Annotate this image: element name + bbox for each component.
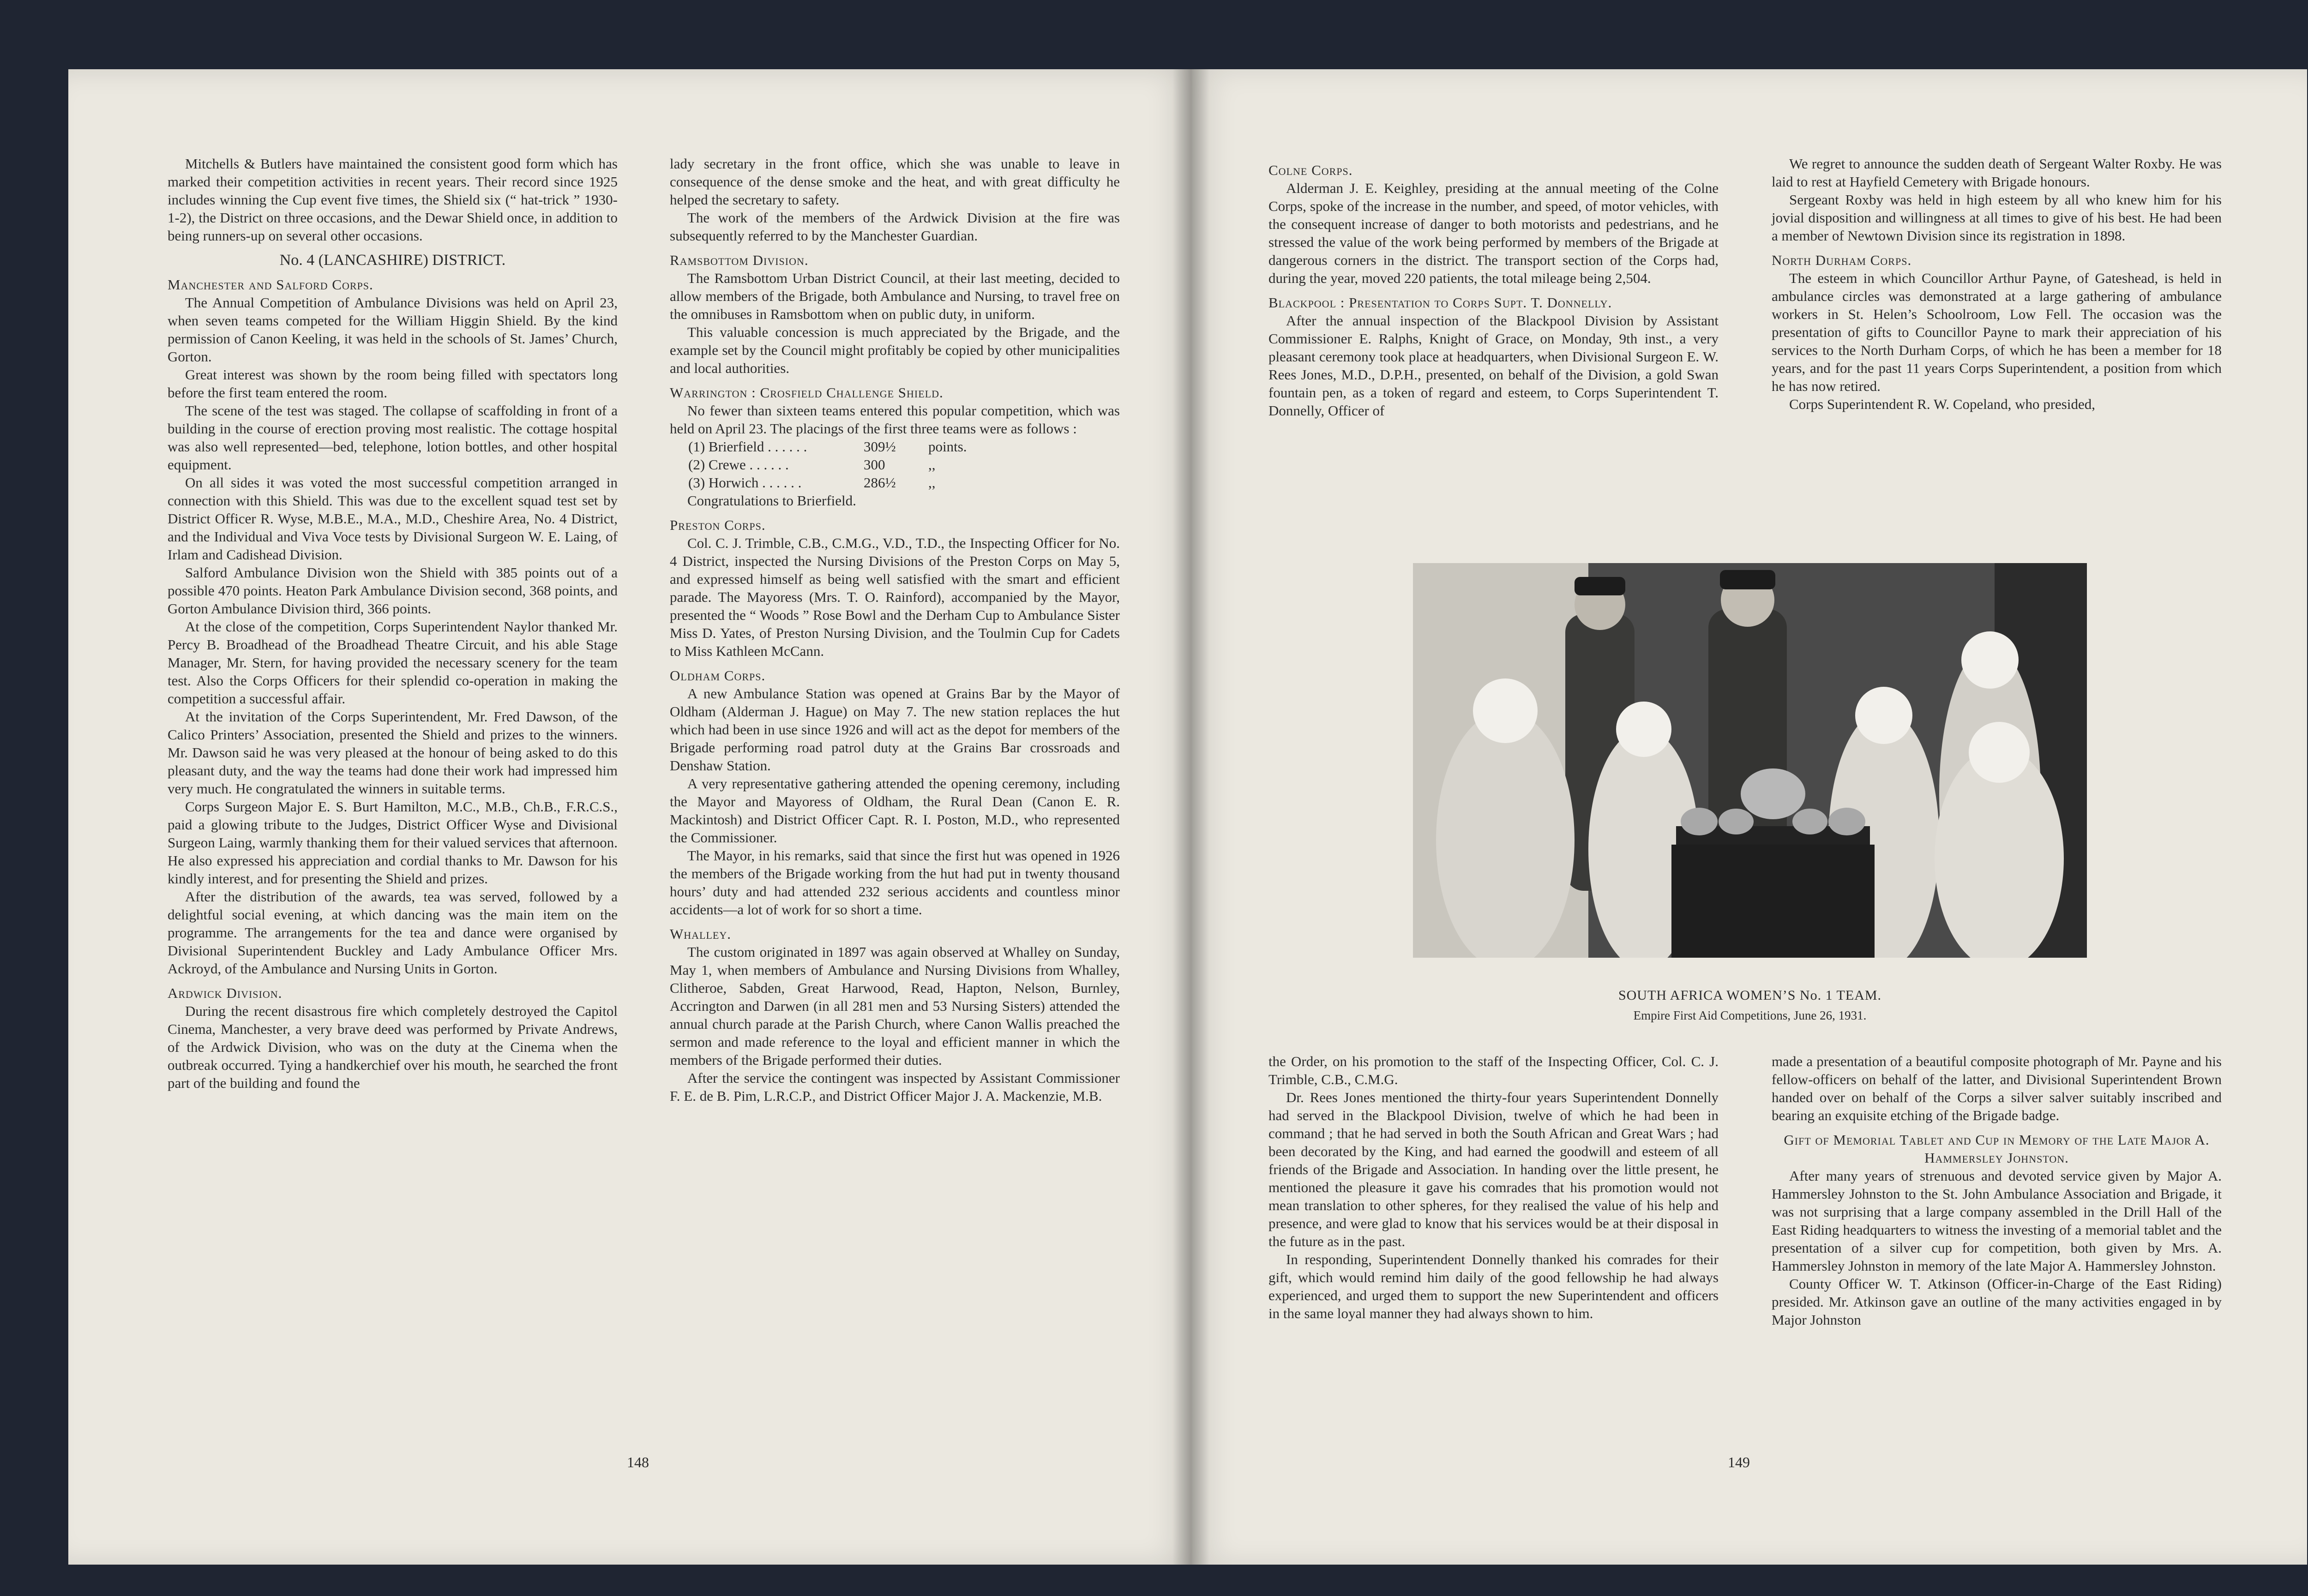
placing-pts: 300 [864,456,885,473]
placing-name: (2) Crewe . . . . . . [688,456,789,473]
paragraph: After the distribution of the awards, tea was served, followed by a delightful social evening, at which dancing was the main item on the programme. The arrangements for the tea and dance were organised by Divisional Superintendent Buckley and Lady Ambulance Officer Mrs. Ackroyd, of the Ambulance and Nursing Units in Gorton. [168,888,618,977]
right-column-2-top [1772,155,2222,413]
placing-row [688,438,1120,456]
paragraph: At the invitation of the Corps Superintendent, Mr. Fred Dawson, of the Calico Printers’ Association, presented the Shield and prizes to the winners. Mr. Dawson said he was very pleased at the honour of being asked to do this pleasant duty, and the way the teams had done their work had impressed him very much. He congratulated the winners in suitable terms. [168,708,618,797]
left-column-1 [168,155,618,1092]
paragraph: Great interest was shown by the room being filled with spectators long before the first team entered the room. [168,366,618,401]
district-heading: No. 4 (LANCASHIRE) DISTRICT. [279,252,506,269]
placing-name: (3) Horwich . . . . . . [688,474,802,491]
paragraph: County Officer W. T. Atkinson (Officer-in-Charge of the East Riding) presided. Mr. Atkinson gave an outline of the many activities engaged in by Major Johnston [1772,1276,2222,1328]
paragraph: The custom originated in 1897 was again observed at Whalley on Sunday, May 1, when members of Ambulance and Nursing Divisions from Whalley, Clitheroe, Sabden, Great Harwood, Read, Hapton, Nelson, Burnley, Accrington and Darwen (in all 281 men and 53 Nursing Sisters) attended the annual church parade at the Parish Church, where Canon Wallis preached the sermon and made reference to the loyal and efficient manner in which the members of the Brigade performed their duties. [670,944,1120,1068]
paragraph: After the annual inspection of the Blackpool Division by Assistant Commissioner E. Ralphs, Knight of Grace, on Monday, 9th inst., a very pleasant ceremony took place at headquarters, when Divisional Surgeon E. W. Rees Jones, M.D., D.P.H., presented, on behalf of the Division, a gold Swan fountain pen, as a token of regard and esteem, to Corps Superintendent T. Donnelly, Officer of [1268,312,1719,419]
paragraph: Corps Superintendent R. W. Copeland, who presided, [1789,396,2095,412]
paragraph: made a presentation of a beautiful composite photograph of Mr. Payne and his fellow-officers on behalf of the latter, and Divisional Superintendent Brown handed over on behalf of the Corps a silver salver suitably inscribed and bearing an exquisite etching of the Brigade badge. [1772,1053,2222,1123]
section-heading: Gift of Memorial Tablet and Cup in Memory of the Late Major A. Hammersley Johnston. [1784,1132,2210,1166]
section-heading: North Durham Corps. [1772,252,1912,268]
section-heading: Blackpool : Presentation to Corps Supt. T. Donnelly. [1268,294,1612,311]
right-column-1-bottom [1268,1052,1719,1322]
placing-name: (1) Brierfield . . . . . . [688,438,807,455]
paragraph: Col. C. J. Trimble, C.B., C.M.G., V.D., T.D., the Inspecting Officer for No. 4 District, inspected the Nursing Divisions of the Preston Corps on May 5, and expressed himself as being well satisfied with the smart and efficient parade. The Mayoress (Mrs. T. O. Rainford), accompanied by the Mayor, presented the “ Woods ” Rose Bowl and the Derham Cup to Ambulance Sister Miss D. Yates, of Preston Nursing Division, and the Toulmin Cup for Cadets to Miss Kathleen McCann. [670,535,1120,659]
paragraph: Dr. Rees Jones mentioned the thirty-four years Superintendent Donnelly had served in the Blackpool Division, twelve of which he had been in command ; that he had served in both the South African and Great Wars ; had been decorated by the King, and had earned the goodwill and esteem of all friends of the Brigade and Association. In handing over the little present, he mentioned the pleasure it gave his comrades that his promotion would not mean translation to other spheres, for they realised the value of his help and presence, and were glad to know that his services would be at their disposal in the future as in the past. [1268,1089,1719,1249]
paragraph: Salford Ambulance Division won the Shield with 385 points out of a possible 470 points. Heaton Park Ambulance Division second, 368 points, and Gorton Ambulance Division third, 366 points. [168,564,618,617]
paragraph: Sergeant Roxby was held in high esteem by all who knew him for his jovial disposition and willingness at all times to give of his best. He had been a member of Newtown Division since its registration in 1898. [1772,192,2222,244]
placing-pts: 309½ [864,438,896,455]
section-heading: Whalley. [670,926,731,942]
team-photograph [1413,563,2087,958]
placing-unit: ,, [928,474,936,491]
section-heading: Manchester and Salford Corps. [168,276,373,293]
page-number-right: 149 [1728,1454,1750,1470]
paragraph: The Annual Competition of Ambulance Divisions was held on April 23, when seven teams competed for the William Higgin Shield. By the kind permission of Canon Keeling, it was held in the schools of St. James’ Church, Gorton. [168,294,618,365]
placing-row [688,456,1120,474]
photo-caption-subtitle: Empire First Aid Competitions, June 26, 1931. [1633,1008,1867,1022]
paragraph: the Order, on his promotion to the staff of the Inspecting Officer, Col. C. J. Trimble, C.B., C.M.G. [1268,1053,1719,1087]
paragraph: No fewer than sixteen teams entered this popular competition, which was held on April 23. The placings of the first three teams were as follows : [670,402,1120,437]
paragraph: After many years of strenuous and devoted service given by Major A. Hammersley Johnston to the St. John Ambulance Association and Brigade, it was not surprising that a large company assembled in the Drill Hall of the East Riding headquarters to witness the investing of a memorial tablet and the presentation of a silver cup for competition, both given by Mrs. A. Hammersley Johnston in memory of the late Major A. Hammersley Johnston. [1772,1168,2222,1274]
paragraph: During the recent disastrous fire which completely destroyed the Capitol Cinema, Manchester, a very brave deed was performed by Private Andrews, of the Ardwick Division, who was on the duty at the Cinema when the outbreak occurred. Tying a handkerchief over his mouth, he searched the front part of the building and found the [168,1003,618,1091]
paragraph: After the service the contingent was inspected by Assistant Commissioner F. E. de B. Pim, L.R.C.P., and District Officer Major J. A. Mackenzie, M.B. [670,1070,1120,1104]
paragraph: Alderman J. E. Keighley, presiding at the annual meeting of the Colne Corps, spoke of the increase in the number, and speed, of motor vehicles, with the consequent increase of danger to both motorists and pedestrians, and he stressed the value of the work being performed by members of the Brigade at dangerous corners in the district. The transport section of the Corps had, during the year, moved 220 patients, the total mileage being 2,504. [1268,180,1719,286]
placing-pts: 286½ [864,474,896,491]
placing-row [688,474,1120,492]
paragraph: This valuable concession is much appreciated by the Brigade, and the example set by the Council might profitably be copied by other municipalities and local authorities. [670,324,1120,376]
placing-unit: ,, [928,456,936,473]
section-heading: Ramsbottom Division. [670,252,809,268]
section-heading: Preston Corps. [670,517,766,533]
paragraph: Corps Surgeon Major E. S. Burt Hamilton, M.C., M.B., Ch.B., F.R.C.S., paid a glowing tribute to the Judges, District Officer Wyse and Divisional Surgeon Laing, warmly thanking them for their valued services that afternoon. He also expressed his appreciation and cordial thanks to Mr. Dawson for his kindly interest, and for presenting the Shield and prizes. [168,798,618,887]
section-heading: Oldham Corps. [670,667,766,684]
book-gutter [1172,69,1209,1565]
paragraph: Congratulations to Brierfield. [687,492,856,509]
paragraph: The work of the members of the Ardwick Division at the fire was subsequently referred to by the Manchester Guardian. [670,210,1120,244]
right-column-2-bottom [1772,1052,2222,1329]
left-column-2 [670,155,1120,1105]
paragraph: At the close of the competition, Corps Superintendent Naylor thanked Mr. Percy B. Broadhead of the Broadhead Theatre Circuit, and his able Stage Manager, Mr. Stern, for having provided the necessary scenery for the team test. Also the Corps Officers for their splendid co-operation in making the competition a successful affair. [168,618,618,707]
paragraph: In responding, Superintendent Donnelly thanked his comrades for their gift, which would remind him daily of the good fellowship he had always experienced, and urged them to support the new Superintendent and officers in the same loyal manner they had always shown to him. [1268,1251,1719,1321]
paragraph: lady secretary in the front office, which she was unable to leave in consequence of the dense smoke and the heat, and with great difficulty he helped the secretary to safety. [670,156,1120,208]
paragraph: Mitchells & Butlers have maintained the consistent good form which has marked their competition activities in recent years. Their record since 1925 includes winning the Cup event five times, the Shield six (“ hat-trick ” 1930-1-2), the District on three occasions, and the Dewar Shield once, in addition to being runners-up on several other occasions. [168,156,618,244]
page-number-left: 148 [627,1454,649,1470]
paragraph: The Ramsbottom Urban District Council, at their last meeting, decided to allow members of the Brigade, both Ambulance and Nursing, to travel free on the omnibuses in Ramsbottom when on public duty, in uniform. [670,270,1120,322]
paragraph: The Mayor, in his remarks, said that since the first hut was opened in 1926 the members of the Brigade working from the hut had put in twenty thousand hours’ duty and had attended 232 serious accidents and countless minor accidents—a lot of work for so short a time. [670,847,1120,918]
photo-caption-title: SOUTH AFRICA WOMEN’S No. 1 TEAM. [1618,988,1882,1003]
paragraph: The esteem in which Councillor Arthur Payne, of Gateshead, is held in ambulance circles was demonstrated at a large gathering of ambulance workers in St. Helen’s Schoolroom, Low Fell. The occasion was the presentation of gifts to Councillor Payne to mark their appreciation of his services to the North Durham Corps, of which he has been a member for 18 years, and for the past 11 years Corps Superintendent, a position from which he has now retired. [1772,270,2222,394]
left-page [68,69,1192,1565]
paragraph: On all sides it was voted the most successful competition arranged in connection with this Shield. This was due to the excellent squad test set by District Officer R. Wyse, M.B.E., M.A., M.D., Cheshire Area, No. 4 District, and the Individual and Viva Voce tests by Divisional Surgeon W. E. Laing, of Irlam and Cadishead Division. [168,474,618,563]
section-heading: Ardwick Division. [168,985,282,1001]
paragraph: A very representative gathering attended the opening ceremony, including the Mayor and Mayoress of Oldham, the Rural Dean (Canon E. R. Mackintosh) and District Officer Capt. R. I. Poston, M.D., who represented the Commissioner. [670,775,1120,846]
right-page [1192,69,2307,1565]
paragraph: A new Ambulance Station was opened at Grains Bar by the Mayor of Oldham (Alderman J. Hague) on May 7. The new station replaces the hut which had been in use since 1926 and will act as the depot for members of the Brigade performing road patrol duty at the Grains Bar crossroads and Denshaw Station. [670,685,1120,774]
section-heading: Colne Corps. [1268,162,1353,178]
right-column-1-top [1268,155,1719,420]
paragraph: We regret to announce the sudden death of Sergeant Walter Roxby. He was laid to rest at Hayfield Cemetery with Brigade honours. [1772,156,2222,190]
paragraph: The scene of the test was staged. The collapse of scaffolding in front of a building in the course of erection proving most realistic. The cottage hospital was also well represented—bed, telephone, lotion bottles, and other hospital equipment. [168,402,618,473]
section-heading: Warrington : Crosfield Challenge Shield. [670,384,944,401]
placing-unit: points. [928,438,967,455]
